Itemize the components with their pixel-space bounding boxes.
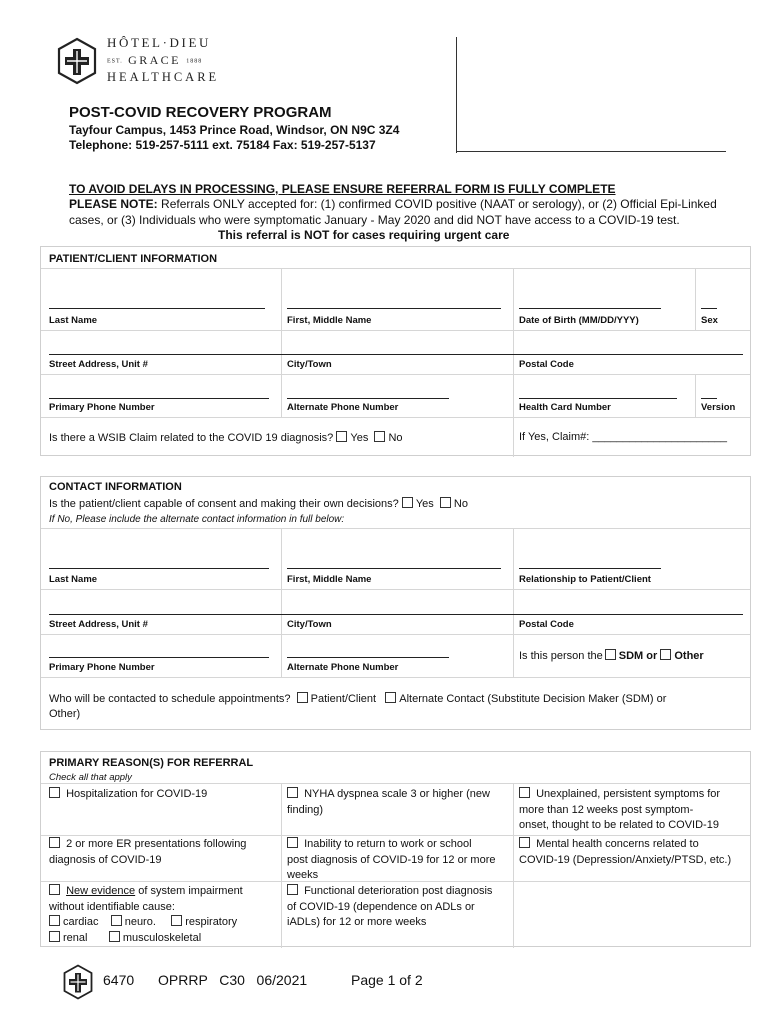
musculoskeletal-label: musculoskeletal [122, 931, 202, 944]
schedule-question-text: Who will be contacted to schedule appointments? [49, 693, 291, 705]
wsib-claim-number-field[interactable]: If Yes, Claim#: ______________________ [519, 431, 727, 443]
contact-last-name-field[interactable] [49, 568, 269, 569]
capable-no-checkbox[interactable] [440, 497, 451, 508]
sdm-or-label: or [646, 650, 658, 662]
row-divider [41, 634, 750, 635]
col-divider [695, 268, 696, 330]
col-divider [281, 783, 282, 948]
sex-label: Sex [701, 315, 718, 326]
wsib-no-label: No [388, 432, 403, 444]
relationship-field[interactable] [519, 568, 661, 569]
functional-checkbox[interactable] [287, 884, 298, 895]
row-divider [41, 374, 750, 375]
contact-street-label: Street Address, Unit # [49, 619, 148, 630]
unexplained-label-line2: more than 12 weeks post symptom- [519, 803, 694, 816]
mental-health-label-line2: COVID-19 (Depression/Anxiety/PTSD, etc.) [519, 853, 732, 866]
contact-first-name-label: First, Middle Name [287, 574, 372, 585]
hospitalization-checkbox[interactable] [49, 787, 60, 798]
contact-street-field[interactable] [49, 614, 743, 615]
completion-warning: TO AVOID DELAYS IN PROCESSING, PLEASE ENSURE REFERRAL FORM IS FULLY COMPLETE [69, 182, 616, 196]
functional-label-line2: of COVID-19 (dependence on ADLs or [287, 900, 475, 913]
org-year: 1888 [186, 58, 203, 65]
wsib-no-checkbox[interactable] [374, 431, 385, 442]
reason-system-impairment [49, 884, 277, 946]
row-divider [41, 783, 750, 784]
new-evidence-label: New evidence [66, 885, 136, 897]
mental-health-checkbox[interactable] [519, 837, 530, 848]
contact-city-label: City/Town [287, 619, 332, 630]
alternate-phone-label: Alternate Phone Number [287, 402, 399, 413]
schedule-patient-checkbox[interactable] [297, 692, 308, 703]
reason-hospitalization [49, 787, 277, 803]
program-title: POST-COVID RECOVERY PROGRAM [69, 104, 332, 121]
unexplained-label-line1: Unexplained, persistent symptoms for [536, 788, 721, 800]
contact-alternate-phone-label: Alternate Phone Number [287, 662, 399, 673]
unexplained-checkbox[interactable] [519, 787, 530, 798]
nyha-label-line1: NYHA dyspnea scale 3 or higher (new [304, 788, 490, 800]
wsib-question-text: Is there a WSIB Claim related to the COVID 19 diagnosis? [49, 432, 334, 444]
wsib-question [49, 431, 403, 444]
sdm-checkbox[interactable] [605, 649, 616, 660]
footer-logo [62, 964, 94, 1000]
col-divider [513, 783, 514, 948]
reason-functional-deterioration [287, 884, 509, 931]
sdm-label: SDM [618, 650, 644, 662]
other-checkbox[interactable] [660, 649, 671, 660]
mental-health-label-line1: Mental health concerns related to [536, 838, 699, 850]
schedule-other-line: Other) [49, 708, 81, 720]
health-card-field[interactable] [519, 398, 677, 399]
reason-inability-to-work [287, 837, 509, 884]
capable-yes-checkbox[interactable] [402, 497, 413, 508]
inability-checkbox[interactable] [287, 837, 298, 848]
label-area-border-left [456, 37, 457, 153]
street-address-field[interactable] [49, 354, 743, 355]
alternate-phone-field[interactable] [287, 398, 449, 399]
functional-label-line1: Functional deterioration post diagnosis [304, 885, 493, 897]
row-divider [41, 268, 750, 269]
org-est: EST. [107, 58, 123, 65]
contact-first-name-field[interactable] [287, 568, 501, 569]
health-card-label: Health Card Number [519, 402, 611, 413]
new-evidence-rest: of system impairment [135, 885, 243, 897]
wsib-yes-checkbox[interactable] [336, 431, 347, 442]
relationship-label: Relationship to Patient/Client [519, 574, 651, 585]
reason-unexplained-symptoms [519, 787, 749, 834]
functional-label-line3: iADLs) for 12 or more weeks [287, 916, 427, 928]
org-name-line2 [107, 53, 219, 68]
schedule-alternate-label: Alternate Contact (Substitute Decision Maker (SDM) or [399, 693, 667, 705]
urgent-care-notice: This referral is NOT for cases requiring urgent care [218, 228, 510, 242]
check-all-instruction: Check all that apply [49, 772, 132, 783]
organization-logo [56, 37, 98, 85]
first-name-field[interactable] [287, 308, 501, 309]
row-divider [41, 589, 750, 590]
cardiac-checkbox[interactable] [49, 915, 60, 926]
system-impairment-checkbox[interactable] [49, 884, 60, 895]
row-divider [41, 330, 750, 331]
unexplained-label-line3: onset, thought to be related to COVID-19 [519, 819, 719, 831]
contact-primary-phone-label: Primary Phone Number [49, 662, 155, 673]
patient-info-section [40, 246, 751, 456]
org-name-line3: HEALTHCARE [107, 70, 220, 84]
inability-label-line2: post diagnosis of COVID-19 for 12 or more [287, 853, 496, 866]
capable-yes-label: Yes [415, 498, 434, 510]
capable-question-text: Is the patient/client capable of consent and making their own decisions? [49, 498, 399, 510]
contact-alternate-phone-field[interactable] [287, 657, 449, 658]
contact-last-name-label: Last Name [49, 574, 98, 585]
referral-reasons-section [40, 751, 751, 947]
footer-form-number: 6470 [103, 972, 135, 988]
hospitalization-label: Hospitalization for COVID-19 [66, 788, 208, 800]
schedule-alternate-checkbox[interactable] [385, 692, 396, 703]
inability-label-line1: Inability to return to work or school [304, 838, 472, 850]
er-label-line1: 2 or more ER presentations following [66, 838, 247, 850]
without-cause-label: without identifiable cause: [49, 900, 175, 913]
respiratory-checkbox[interactable] [171, 915, 182, 926]
postal-code-label: Postal Code [519, 359, 574, 370]
referral-note [69, 197, 737, 228]
respiratory-label: respiratory [185, 916, 238, 928]
sex-field[interactable] [701, 308, 717, 309]
contact-postal-label: Postal Code [519, 619, 574, 630]
label-area-border-bottom [456, 151, 726, 152]
program-address: Tayfour Campus, 1453 Prince Road, Windsor, ON N9C 3Z4 [69, 123, 400, 137]
other-label: Other [674, 650, 704, 662]
nyha-label-line2: finding) [287, 803, 324, 816]
last-name-label: Last Name [49, 315, 98, 326]
reason-er-presentations [49, 837, 277, 868]
col-divider [695, 374, 696, 417]
note-body: Referrals ONLY accepted for: (1) confirmed COVID positive (NAAT or serology), or (2) Official Epi-Linked cases, or (3) Individuals who were symptomatic January - May 2020 and did NOT have access to a COVID-19 test. [69, 197, 717, 227]
primary-phone-label: Primary Phone Number [49, 402, 155, 413]
sdm-question-text: Is this person the [519, 650, 603, 662]
col-divider [513, 268, 514, 457]
renal-label: renal [63, 931, 88, 944]
contact-info-section [40, 476, 751, 730]
patient-section-heading: PATIENT/CLIENT INFORMATION [49, 253, 218, 265]
city-label: City/Town [287, 359, 332, 370]
col-divider [281, 528, 282, 677]
footer-page-number: Page 1 of 2 [351, 972, 423, 988]
row-divider [41, 417, 750, 418]
program-telephone: Telephone: 519-257-5111 ext. 75184 Fax: 519-257-5137 [69, 138, 376, 152]
schedule-contact-question [49, 692, 666, 705]
dob-field[interactable] [519, 308, 661, 309]
org-grace: GRACE [128, 53, 181, 67]
version-field[interactable] [701, 398, 717, 399]
er-label-line2: diagnosis of COVID-19 [49, 853, 162, 866]
col-divider [281, 268, 282, 417]
alternate-contact-instruction: If No, Please include the alternate contact information in full below: [49, 514, 345, 525]
musculoskeletal-checkbox[interactable] [109, 931, 120, 942]
row-divider [41, 528, 750, 529]
neuro-label: neuro. [124, 916, 156, 928]
er-checkbox[interactable] [49, 837, 60, 848]
sdm-question [519, 649, 704, 662]
contact-section-heading: CONTACT INFORMATION [49, 481, 182, 493]
row-divider [41, 835, 750, 836]
row-divider [41, 677, 750, 678]
capable-no-label: No [453, 498, 468, 510]
capable-consent-question [49, 497, 468, 510]
nyha-checkbox[interactable] [287, 787, 298, 798]
renal-checkbox[interactable] [49, 931, 60, 942]
primary-phone-field[interactable] [49, 398, 269, 399]
dob-label: Date of Birth (MM/DD/YYY) [519, 315, 639, 326]
organization-name [107, 35, 219, 85]
last-name-field[interactable] [49, 308, 265, 309]
schedule-patient-label: Patient/Client [310, 693, 377, 705]
street-address-label: Street Address, Unit # [49, 359, 148, 370]
contact-primary-phone-field[interactable] [49, 657, 269, 658]
referral-section-heading: PRIMARY REASON(S) FOR REFERRAL [49, 757, 254, 769]
wsib-yes-label: Yes [350, 432, 369, 444]
note-label: PLEASE NOTE: [69, 197, 158, 211]
reason-mental-health [519, 837, 749, 868]
first-name-label: First, Middle Name [287, 315, 372, 326]
reason-nyha [287, 787, 509, 818]
neuro-checkbox[interactable] [111, 915, 122, 926]
inability-label-line3: weeks [287, 869, 319, 881]
version-label: Version [701, 402, 736, 413]
col-divider [513, 528, 514, 677]
cardiac-label: cardiac [63, 916, 99, 928]
footer-form-code: OPRRP C30 06/2021 [158, 972, 308, 988]
org-name-line1: HÔTEL·DIEU [107, 35, 211, 50]
